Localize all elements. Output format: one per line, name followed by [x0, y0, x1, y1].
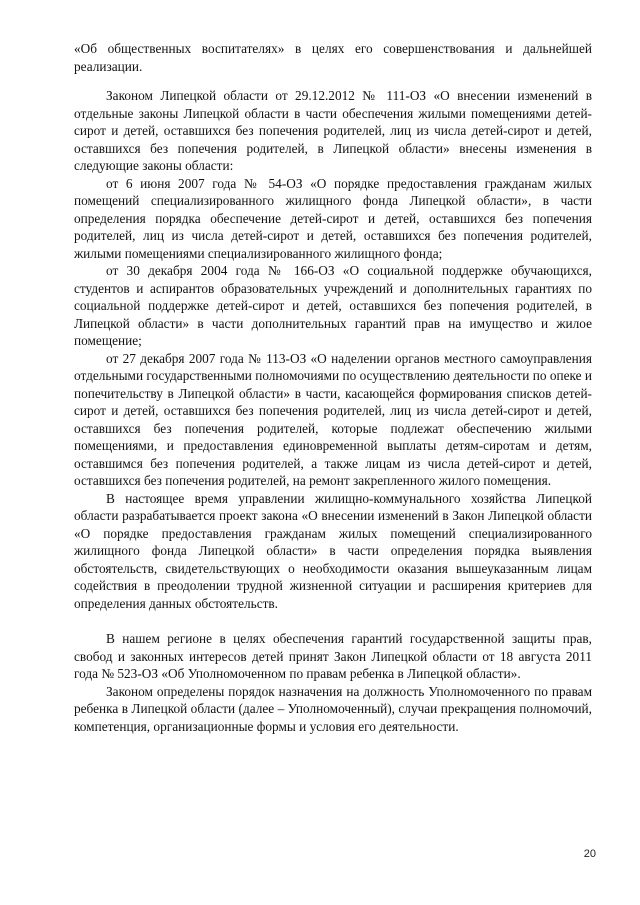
paragraph-law-166-oz: от 30 декабря 2004 года № 166-ОЗ «О социальной поддержке обучающихся, студентов и аспирантов образовательных учреждений и дополнительных гарантиях по социальной поддержке детей-сирот и детей, оставшихся без попечения родителей, в Липецкой области» в части дополнительных гарантий прав на имущество и жилое помещение; — [74, 263, 592, 348]
paragraph-continuation: «Об общественных воспитателях» в целях его совершенствования и дальнейшей реализации. — [74, 41, 592, 74]
paragraph-law-111-oz: Законом Липецкой области от 29.12.2012 № 111-ОЗ «О внесении изменений в отдельные законы Липецкой области в части обеспечения жилыми помещениями детей-сирот и детей, оставшихся без попечения родителей, лиц из числа детей-сирот и детей, оставшихся без попечения родителей, в Липецкой области» внесены изменения в следующие законы области: — [74, 88, 592, 173]
paragraph-law-523-oz: В нашем регионе в целях обеспечения гарантий государственной защиты прав, свобод и законных интересов детей принят Закон Липецкой области от 18 августа 2011 года № 523-ОЗ «Об Уполномоченном по правам ребенка в Липецкой области». — [74, 631, 592, 681]
page-number: 20 — [583, 848, 596, 860]
paragraph-ombudsman: Законом определены порядок назначения на должность Уполномоченного по правам ребенка в Липецкой области (далее – Уполномоченный), случаи прекращения полномочий, компетенция, организационные формы и условия его деятельности. — [74, 683, 592, 734]
paragraph-law-113-oz: от 27 декабря 2007 года № 113-ОЗ «О наделении органов местного самоуправления отдельными государственными полномочиями по осуществлению деятельности по опеке и попечительству в Липецкой области» в части, касающейся формирования списков детей-сирот и детей, оставшихся без попечения родителей, лиц из числа детей-сирот и детей, оставшихся без попечения родителей, которые подлежат обеспечению жилыми помещениями, и предоставления единовременной выплаты детям-сиротам и детям, оставшимся без попечения родителей, а также лицам из числа детей-сирот и детей, оставшихся без попечения родителей, на ремонт закрепленного жилого помещения. — [74, 350, 592, 488]
paragraph-draft-law: В настоящее время управлении жилищно-коммунального хозяйства Липецкой области разрабатывается проект закона «О внесении изменений в Закон Липецкой области «О порядке предоставления гражданам жилых помещений специализированного жилищного фонда Липецкой области» в части определения порядка выявления обстоятельств, свидетельствующих о необходимости оказания вышеуказанным лицам содействия в преодолении трудной жизненной ситуации и расширения критериев для определения данных обстоятельств. — [74, 490, 592, 611]
paragraph-law-54-oz: от 6 июня 2007 года № 54-ОЗ «О порядке предоставления гражданам жилых помещений специализированного жилищного фонда Липецкой области», в части определения порядка обеспечение детей-сирот и детей, оставшихся без попечения родителей, лиц из числа детей-сирот и детей, оставшихся без попечения родителей, жилыми помещениями специализированного жилищного фонда; — [74, 175, 592, 261]
document-body — [74, 40, 592, 735]
